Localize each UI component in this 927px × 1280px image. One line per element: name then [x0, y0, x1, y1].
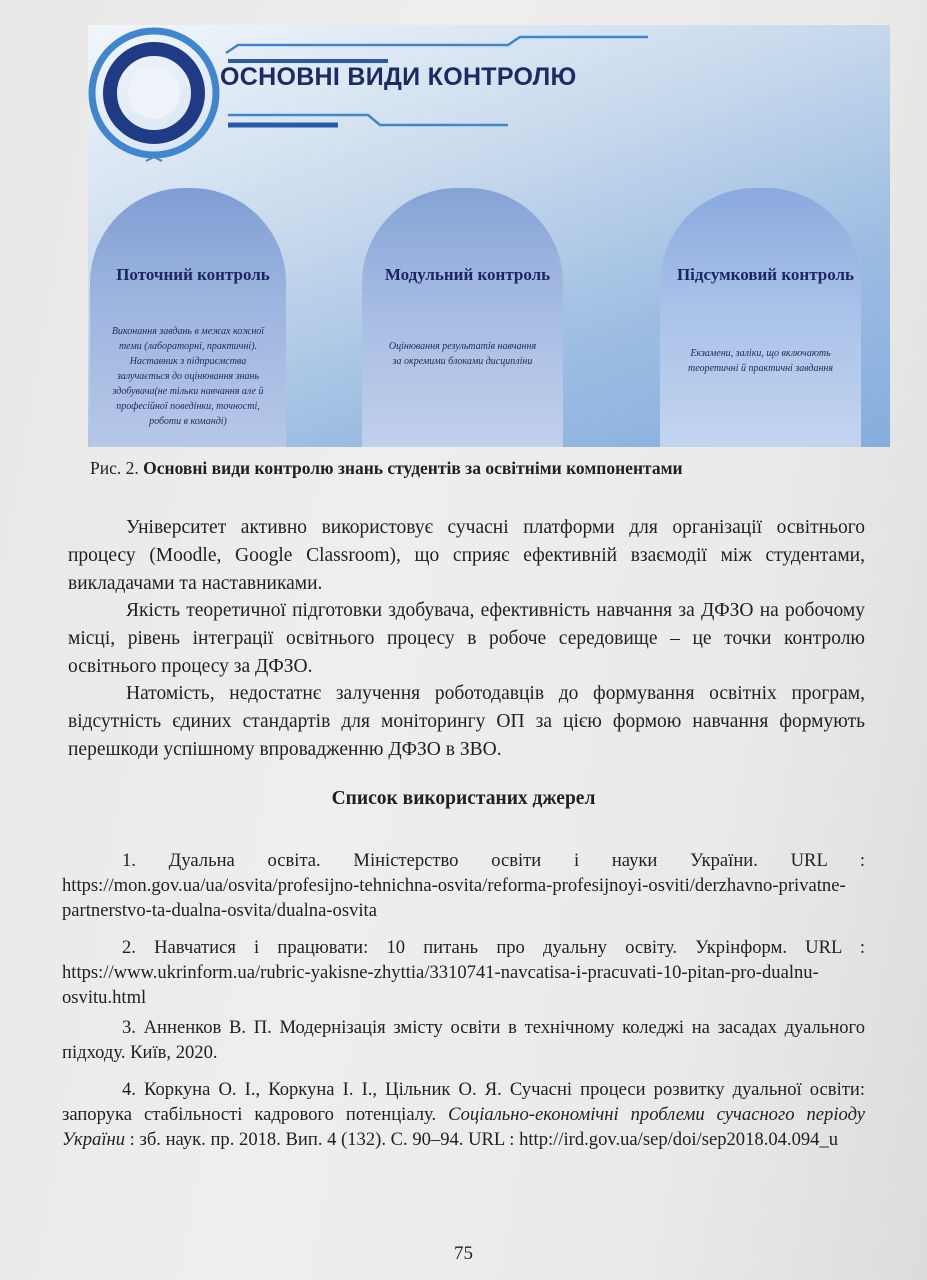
arch-desc-line: Екзамени, заліки, що включають — [690, 348, 831, 359]
arch-desc-line: професійної поведінки, точності, — [116, 401, 260, 412]
figure-title: ОСНОВНІ ВИДИ КОНТРОЛЮ — [220, 63, 577, 91]
caption-text: Основні види контролю знань студентів за освітніми компонентами — [143, 458, 683, 478]
body-paragraph: Університет активно використовує сучасні платформи для організації освітнього процесу (Moodle, Google Classroom), що сприяє ефективній взаємодії між студентами, викладачами та наставниками. — [68, 517, 865, 594]
arch-desc-line: теми (лабораторні, практичні). — [118, 341, 258, 352]
reference-journal: Соціально-економічні проблеми сучасного періоду України — [62, 1104, 865, 1150]
arch-desc-line: за окремими блоками дисципліни — [392, 356, 533, 367]
arch-module-control — [362, 188, 563, 447]
reference-details: : зб. наук. пр. 2018. Вип. 4 (132). С. 90–94. URL : http://ird.gov.ua/sep/doi/sep2018.04.094_u — [125, 1129, 839, 1150]
ring-center — [128, 67, 180, 119]
reference-item: 3. Анненков В. П. Модернізація змісту освіти в технічному коледжі на засадах дуального підходу. Київ, 2020. — [62, 1017, 865, 1063]
arch-desc-line: Наставник з підприємства — [129, 356, 247, 367]
arch-desc-line: здобувача(не тільки навчання але й — [112, 386, 264, 397]
caption-label: Рис. 2. — [90, 458, 144, 478]
reference-item — [62, 1077, 865, 1152]
figure-control-types — [88, 25, 890, 447]
references-heading: Список використаних джерел — [331, 788, 596, 809]
arch-current-control — [90, 188, 286, 447]
page-number: 75 — [454, 1243, 473, 1264]
figure-caption — [90, 458, 890, 479]
arch-description — [98, 324, 278, 429]
arch-final-control — [660, 188, 861, 447]
arch-title: Підсумковий контроль — [676, 265, 855, 284]
reference-item: 1. Дуальна освіта. Міністерство освіти і науки України. URL : https://mon.gov.ua/ua/osvita/profesijno-tehnichna-osvita/reforma-profesijnoyi-osviti/derzhavno-privatne-partnerstvo-ta-dualna-osvita/dualna-osvita — [62, 850, 865, 921]
reference-item: 2. Навчатися і працювати: 10 питань про дуальну освіту. Укрінформ. URL : https://www.ukrinform.ua/rubric-yakisne-zhyttia/3310741-navcatisa-i-pracuvati-10-pitan-pro-dualnu-osvitu.html — [62, 937, 865, 1008]
arch-desc-line: залучається до оцінювання знань — [116, 371, 260, 382]
arch-description — [370, 339, 555, 369]
arch-desc-line: Виконання завдань в межах кожної — [111, 326, 265, 337]
reference-authors-title: 4. Коркуна О. І., Коркуна І. І., Цільник О. Я. Сучасні процеси розвитку дуальної освіти: запорука стабільності кадрового потенціалу. — [62, 1079, 865, 1125]
arch-desc-line: теоретичні й практичні завдання — [687, 363, 834, 374]
deco-line-top — [226, 37, 648, 53]
body-paragraph: Якість теоретичної підготовки здобувача, ефективність навчання за ДФЗО на робочому місці, рівень інтеграції освітнього процесу в робоче середовище – це точки контролю освітнього процесу за ДФЗО. — [68, 600, 865, 677]
arch-desc-line: Оцінювання результатів навчання — [388, 341, 537, 352]
arch-description — [668, 346, 853, 376]
arch-desc-line: роботи в команді) — [149, 416, 227, 427]
arch-title: Поточний контроль — [116, 265, 270, 284]
arch-title: Модульний контроль — [384, 265, 551, 284]
body-paragraph: Натомість, недостатнє залучення роботодавців до формування освітніх програм, відсутність єдиних стандартів для моніторингу ОП за цією формою навчання формують перешкоди успішному впровадженню ДФЗО в ЗВО. — [68, 683, 865, 760]
